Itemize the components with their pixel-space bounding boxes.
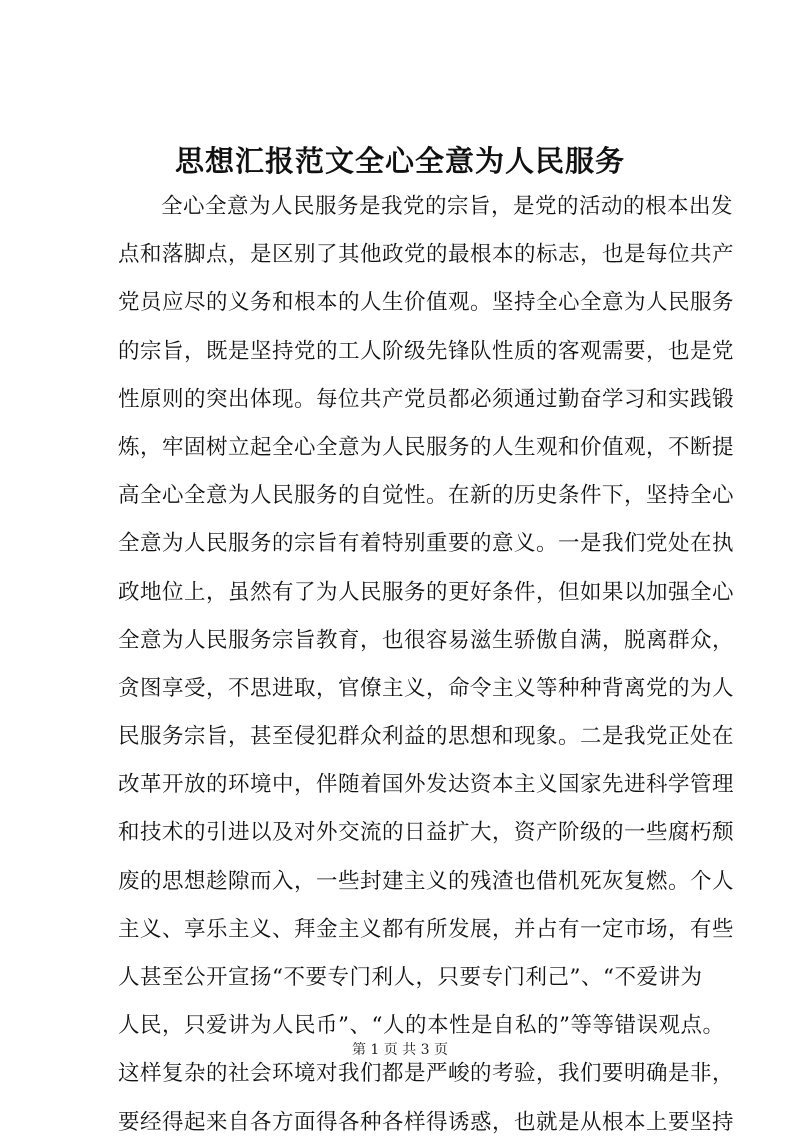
- body-line: 人民，只爱讲为人民币”、“人的本性是自私的”等等错误观点。: [118, 1013, 725, 1039]
- body-line: 性原则的突出体现。每位共产党员都必须通过勤奋学习和实践锻: [118, 386, 735, 412]
- body-line: 主义、享乐主义、拜金主义都有所发展，并占有一定市场，有些: [118, 916, 735, 942]
- body-line: 炼，牢固树立起全心全意为人民服务的人生观和价值观，不断提: [118, 434, 735, 460]
- body-line: 要经得起来自各方面得各种各样得诱惑，也就是从根本上要坚持: [118, 1109, 735, 1135]
- body-line: 改革开放的环境中，伴随着国外发达资本主义国家先进科学管理: [118, 772, 735, 798]
- document-title: 思想汇报范文全心全意为人民服务: [174, 144, 625, 178]
- body-line: 人甚至公开宣扬“不要专门利人，只要专门利己”、“不爱讲为: [118, 965, 703, 990]
- body-line: 废的思想趁隙而入，一些封建主义的残渣也借机死灰复燃。个人: [118, 868, 735, 894]
- body-line: 点和落脚点，是区别了其他政党的最根本的标志，也是每位共产: [118, 242, 735, 268]
- document-body: [118, 183, 735, 1147]
- body-line: 民服务宗旨，甚至侵犯群众利益的思想和现象。二是我党正处在: [118, 724, 735, 750]
- body-line: 政地位上，虽然有了为人民服务的更好条件，但如果以加强全心: [118, 579, 735, 605]
- body-line: 这样复杂的社会环境对我们都是严峻的考验，我们要明确是非，: [118, 1061, 735, 1087]
- page-footer: 第 1 页 共 3 页: [351, 1042, 449, 1058]
- body-line: 全意为人民服务的宗旨有着特别重要的意义。一是我们党处在执: [118, 531, 735, 557]
- body-line: 全心全意为人民服务是我党的宗旨，是党的活动的根本出发: [161, 194, 734, 219]
- body-line: 的宗旨，既是坚持党的工人阶级先锋队性质的客观需要，也是党: [118, 338, 735, 364]
- body-line: 贪图享受，不思进取，官僚主义，命令主义等种种背离党的为人: [118, 675, 735, 701]
- body-line: 和技术的引进以及对外交流的日益扩大，资产阶级的一些腐朽颓: [118, 820, 735, 846]
- body-line: 党员应尽的义务和根本的人生价值观。坚持全心全意为人民服务: [118, 290, 735, 316]
- body-line: 高全心全意为人民服务的自觉性。在新的历史条件下，坚持全心: [118, 483, 735, 509]
- body-line: 全意为人民服务宗旨教育，也很容易滋生骄傲自满，脱离群众，: [118, 627, 735, 653]
